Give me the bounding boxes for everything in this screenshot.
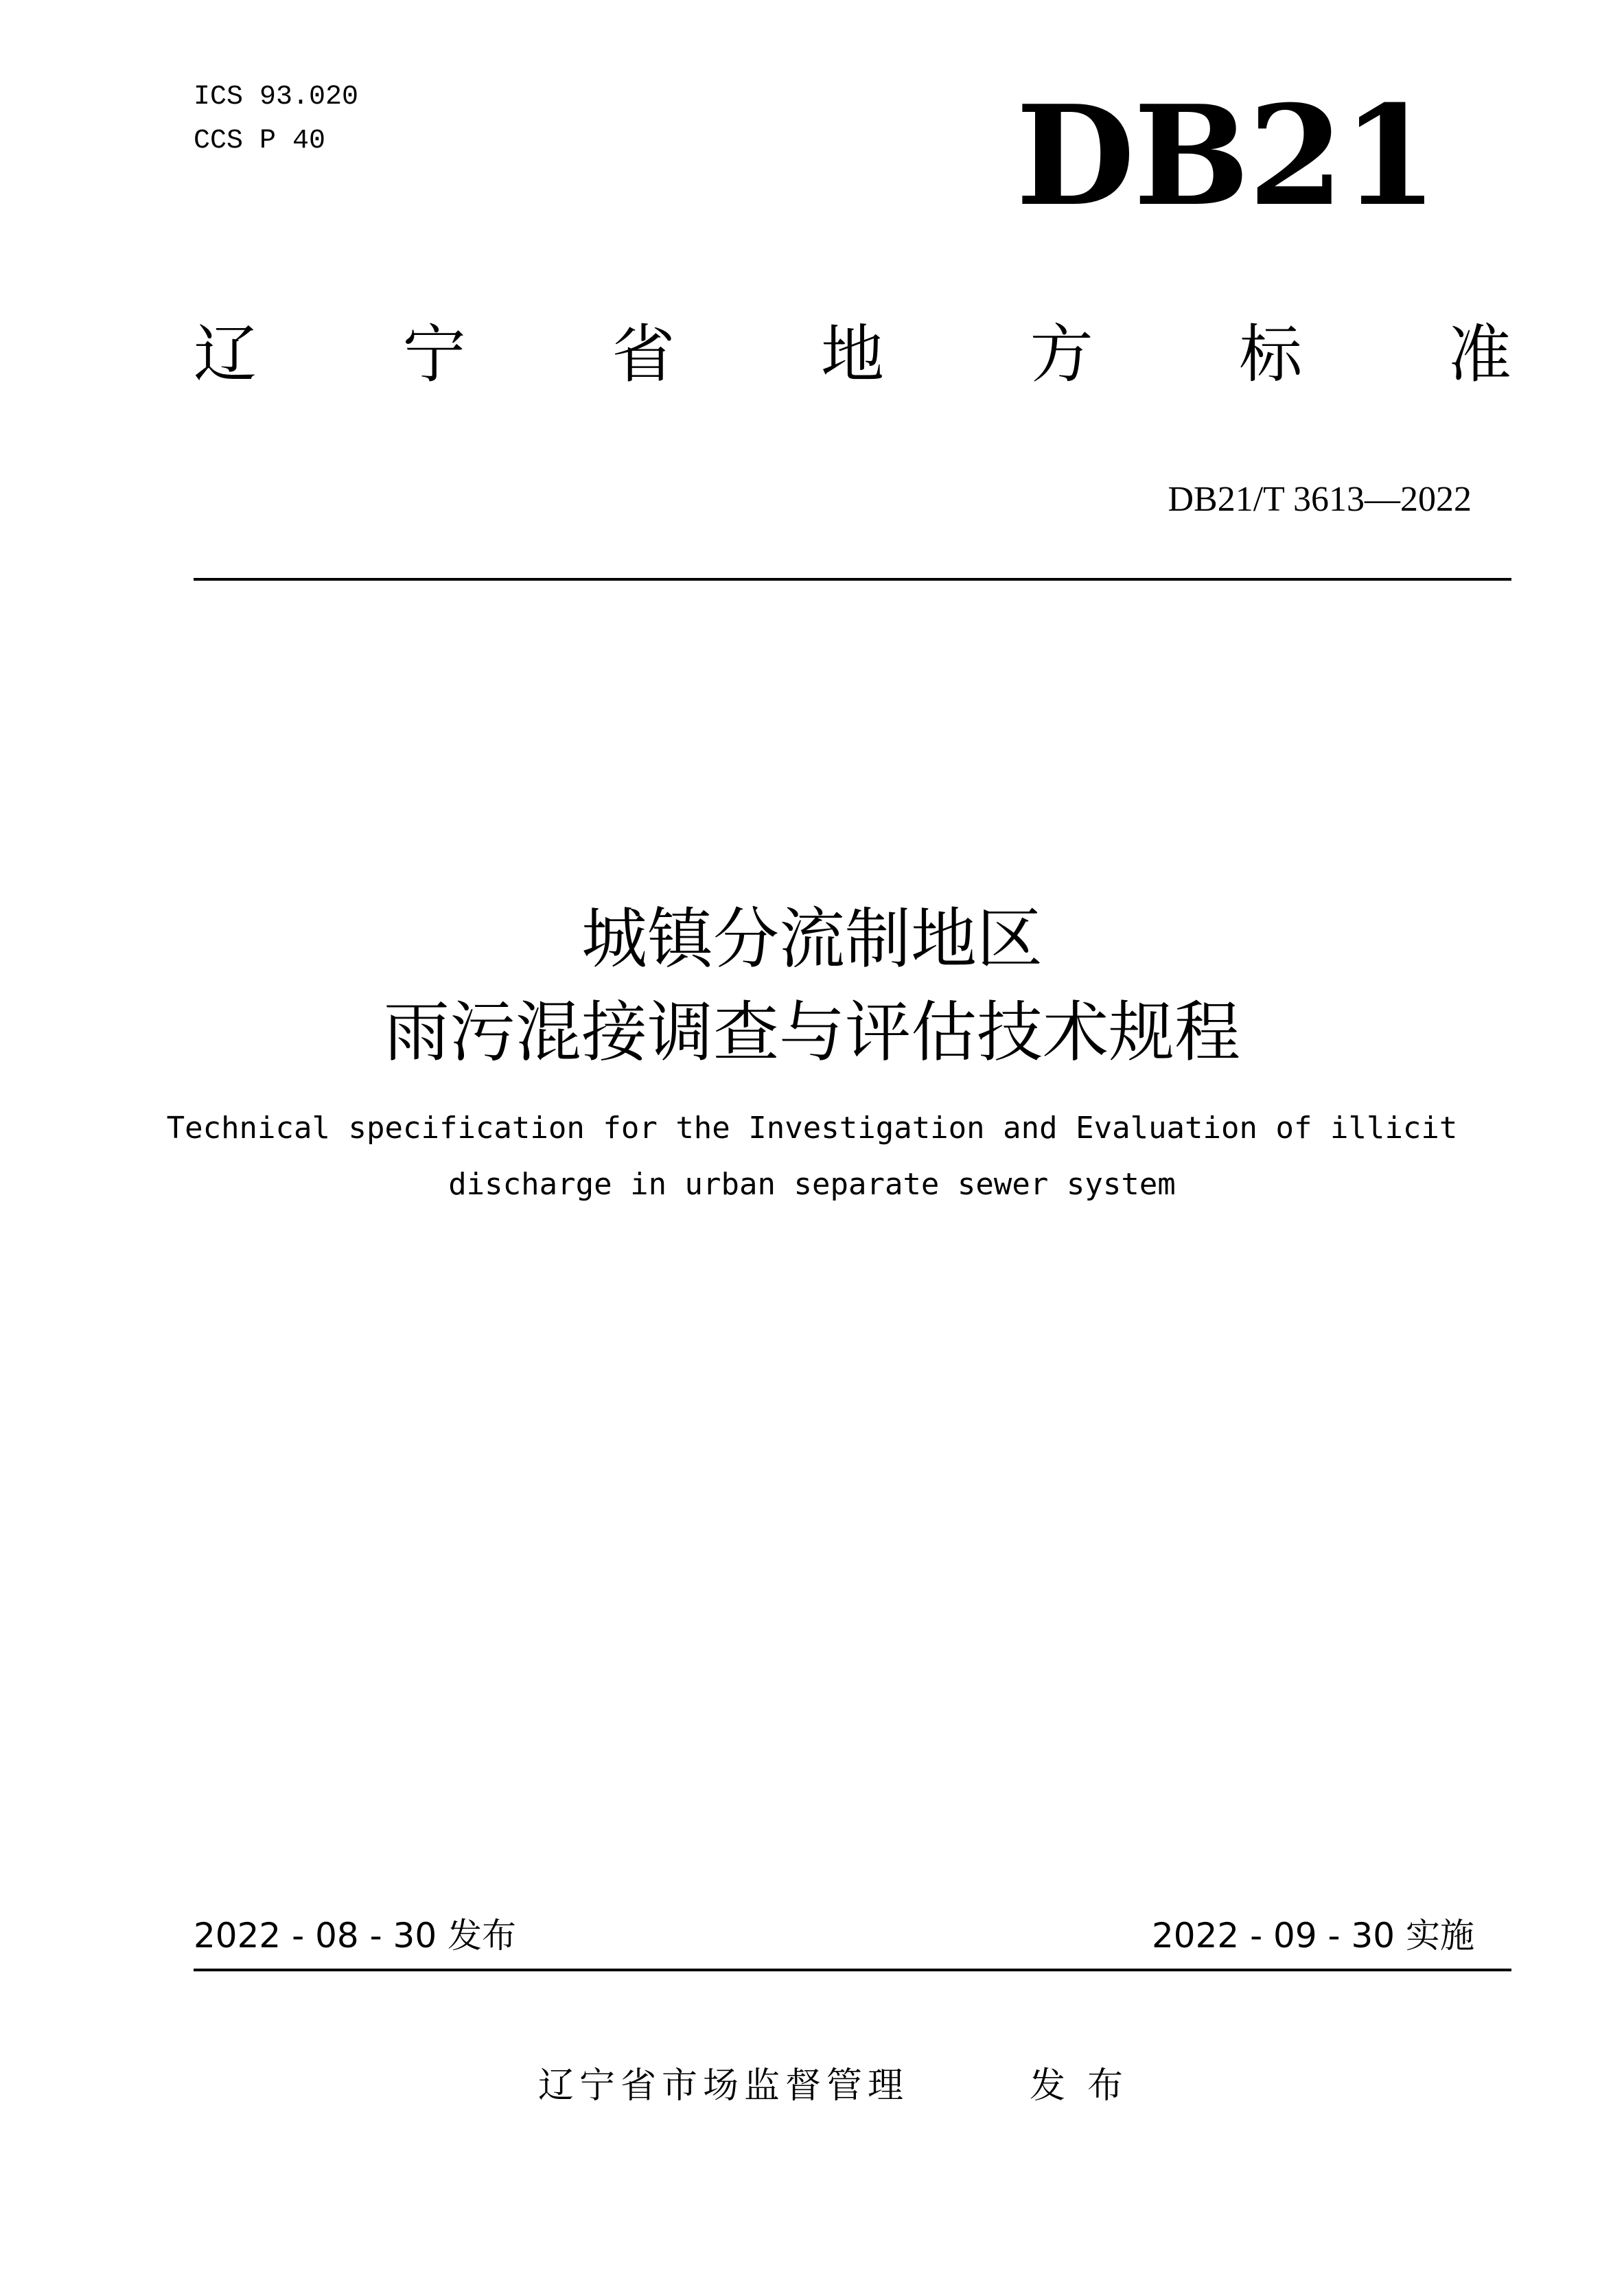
ccs-code: CCS P 40 [194,126,326,156]
ics-code: ICS 93.020 [194,82,359,113]
english-title-line-2: discharge in urban separate sewer system [448,1167,1176,1202]
issue-date: 2022 - 08 - 30 发布 [194,1916,517,1956]
standard-type-char: 方 [1030,318,1093,391]
standard-mark: DB21 [1016,76,1437,237]
english-title-line-1: Technical specification for the Investigation and Evaluation of illicit [166,1111,1458,1146]
standard-type-char: 省 [612,318,675,391]
standard-type-char: 准 [1448,318,1511,391]
chinese-title-line-2: 雨污混接调查与评估技术规程 [384,994,1240,1071]
issue-action: 发布 [1030,2065,1146,2107]
standard-type-char: 宁 [402,318,466,391]
standard-type-heading [194,317,1511,393]
standard-type-char: 辽 [194,318,257,391]
implementation-date: 2022 - 09 - 30 实施 [1151,1916,1474,1956]
standard-number: DB21/T 3613—2022 [1168,480,1472,519]
bottom-divider [194,1969,1511,1971]
top-divider [194,578,1511,581]
standard-type-char: 地 [820,318,884,391]
issuing-authority: 辽宁省市场监督管理 [538,2065,909,2107]
chinese-title-line-1: 城镇分流制地区 [581,901,1043,977]
standard-type-char: 标 [1239,318,1303,391]
